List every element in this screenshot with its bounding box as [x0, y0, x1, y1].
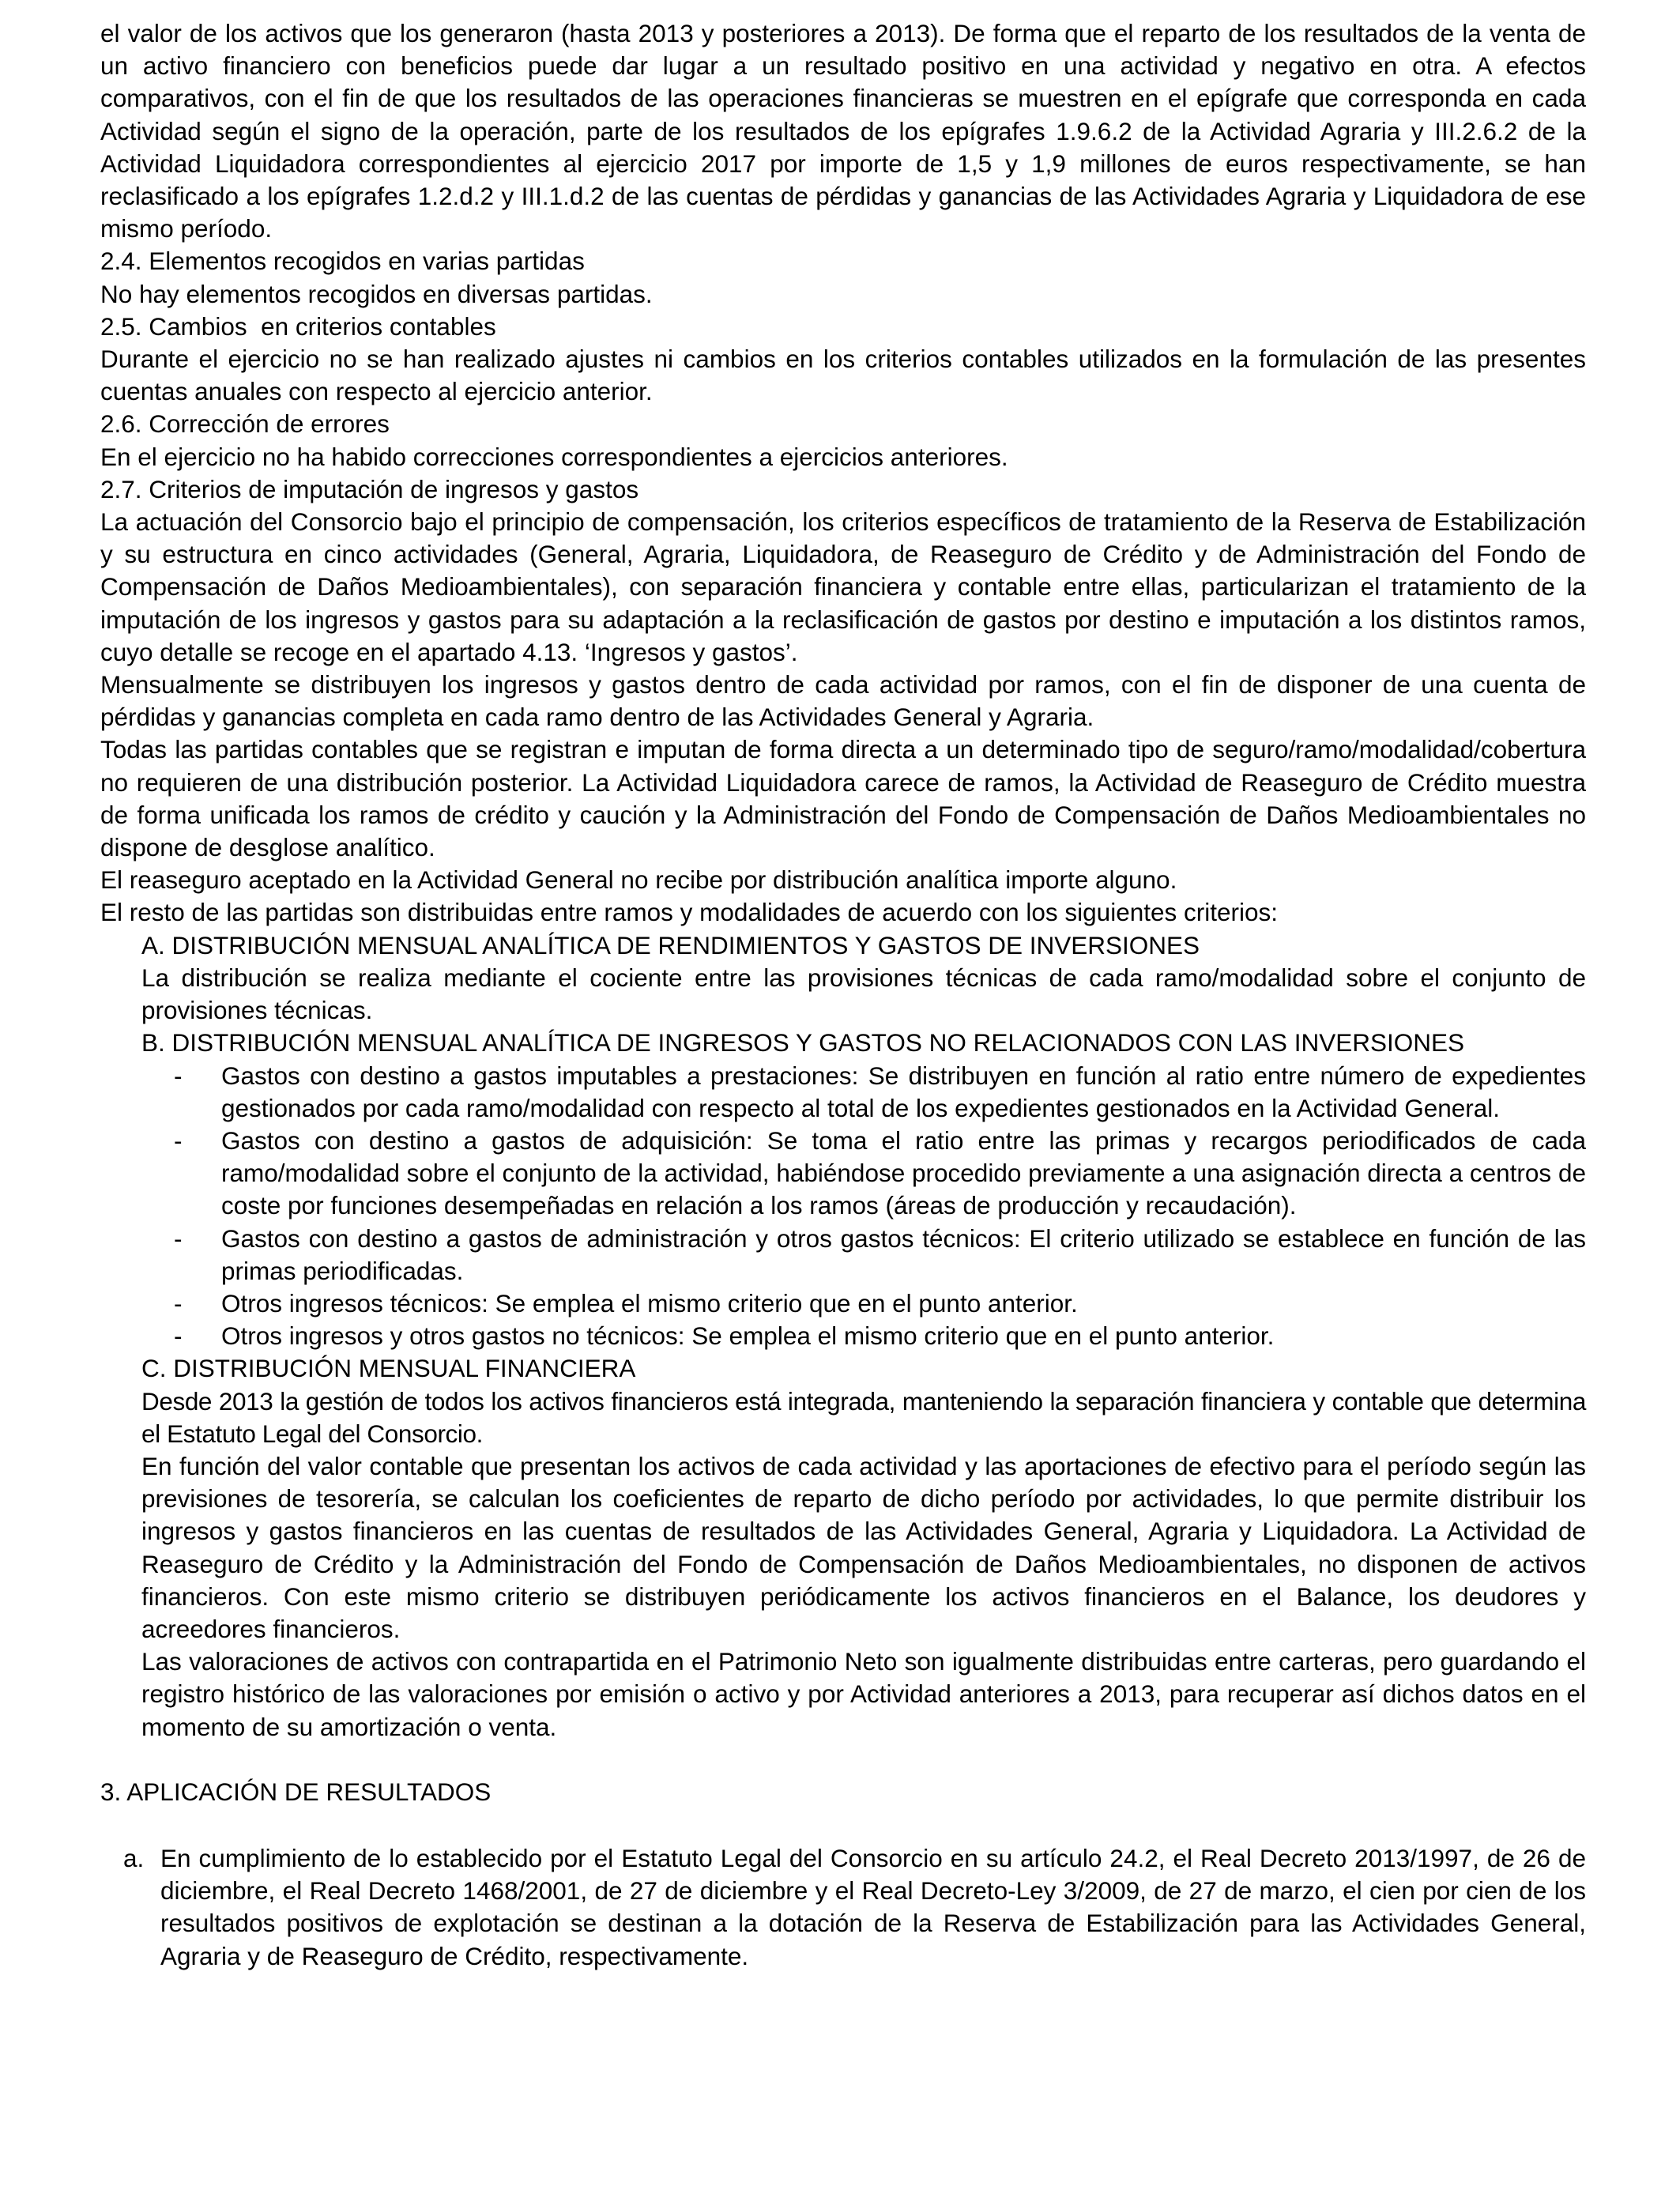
heading-3: 3. APLICACIÓN DE RESULTADOS [100, 1777, 492, 1806]
heading-2-6: 2.6. Corrección de errores [100, 409, 390, 439]
list-item [174, 1320, 1586, 1352]
paragraph-section-c-3: Las valoraciones de activos con contrapartida en el Patrimonio Neto son igualmente distribuidas entre carteras, pero guardando el registro histórico de las valoraciones por emisión o activo y por Actividad anteriores a 2013, para recuperar así dichos datos en el momento de su amortización o venta. [141, 1647, 1586, 1741]
paragraph-2-4: No hay elementos recogidos en diversas partidas. [100, 279, 653, 308]
paragraph-section-a: La distribución se realiza mediante el cociente entre las provisiones técnicas de cada ramo/modalidad sobre el conjunto de provisiones técnicas. [141, 963, 1586, 1025]
bullet-text: Otros ingresos técnicos: Se emplea el mismo criterio que en el punto anterior. [221, 1288, 1078, 1318]
list-item [174, 1287, 1586, 1320]
bullet-marker: - [174, 1288, 183, 1318]
item-text: En cumplimiento de lo establecido por el Estatuto Legal del Consorcio en su artículo 24.2, el Real Decreto 2013/1997, de 26 de diciembre, el Real Decreto 1468/2001, de 27 de diciembre y el Real Decreto-Ley 3/2009, de 27 de marzo, el cien por cien de los resultados positivos de explotación se destinan a la dotación de la Reserva de Estabilización para las Actividades General, Agraria y de Reaseguro de Crédito, respectivamente. [160, 1843, 1586, 1970]
bullet-list-b [100, 1060, 1586, 1353]
heading-section-a: A. DISTRIBUCIÓN MENSUAL ANALÍTICA DE RENDIMIENTOS Y GASTOS DE INVERSIONES [141, 930, 1200, 959]
bullet-text: Gastos con destino a gastos de adquisición: Se toma el ratio entre las primas y recargos periodificados de cada ramo/modalidad sobre el conjunto de la actividad, habiéndose procedido previamente a una asignación directa a centros de coste por funciones desempeñadas en relación a los ramos (áreas de producción y recaudación). [221, 1125, 1586, 1220]
paragraph-2-7-d: El reaseguro aceptado en la Actividad General no recibe por distribución analítica importe alguno. [100, 865, 1177, 895]
paragraph-2-7-b: Mensualmente se distribuyen los ingresos y gastos dentro de cada actividad por ramos, con el fin de disponer de una cuenta de pérdidas y ganancias completa en cada ramo dentro de las Actividades General y Agraria. [100, 670, 1586, 732]
list-item [174, 1060, 1586, 1125]
list-item [174, 1125, 1586, 1223]
paragraph-section-c-1: Desde 2013 la gestión de todos los activos financieros está integrada, manteniendo la separación financiera y contable que determina el Estatuto Legal del Consorcio. [141, 1386, 1586, 1448]
bullet-marker: - [174, 1223, 183, 1253]
paragraph-intro: el valor de los activos que los generaron (hasta 2013 y posteriores a 2013). De forma que el reparto de los resultados de la venta de un activo financiero con beneficios puede dar lugar a un resultado positivo en una actividad y negativo en otra. A efectos comparativos, con el fin de que los resultados de las operaciones financieras se muestren en el epígrafe que corresponda en cada Actividad según el signo de la operación, parte de los resultados de los epígrafes 1.9.6.2 de la Actividad Agraria y III.2.6.2 de la Actividad Liquidadora correspondientes al ejercicio 2017 por importe de 1,5 y 1,9 millones de euros respectivamente, se han reclasificado a los epígrafes 1.2.d.2 y III.1.d.2 de las cuentas de pérdidas y ganancias de las Actividades Agraria y Liquidadora de ese mismo período. [100, 19, 1586, 243]
item-marker: a. [123, 1843, 145, 1872]
bullet-marker: - [174, 1125, 183, 1155]
heading-section-b: B. DISTRIBUCIÓN MENSUAL ANALÍTICA DE INGRESOS Y GASTOS NO RELACIONADOS CON LAS INVERSIONES [141, 1028, 1464, 1057]
paragraph-2-6: En el ejercicio no ha habido correcciones correspondientes a ejercicios anteriores. [100, 442, 1008, 471]
paragraph-2-7-c: Todas las partidas contables que se registran e imputan de forma directa a un determinado tipo de seguro/ramo/modalidad/cobertura no requieren de una distribución posterior. La Actividad Liquidadora carece de ramos, la Actividad de Reaseguro de Crédito muestra de forma unificada los ramos de crédito y caución y la Administración del Fondo de Compensación de Daños Medioambientales no dispone de desglose analítico. [100, 735, 1586, 862]
heading-section-c: C. DISTRIBUCIÓN MENSUAL FINANCIERA [141, 1354, 636, 1383]
heading-2-5: 2.5. Cambios en criterios contables [100, 311, 496, 341]
document-page [100, 17, 1586, 1973]
heading-2-4: 2.4. Elementos recogidos en varias partidas [100, 247, 585, 276]
bullet-text: Otros ingresos y otros gastos no técnicos: Se emplea el mismo criterio que en el punto anterior. [221, 1321, 1275, 1351]
list-item [174, 1223, 1586, 1287]
paragraph-2-7-a: La actuación del Consorcio bajo el principio de compensación, los criterios específicos de tratamiento de la Reserva de Estabilización y su estructura en cinco actividades (General, Agraria, Liquidadora, de Reaseguro de Crédito y de Administración del Fondo de Compensación de Daños Medioambientales), con separación financiera y contable entre ellas, particularizan el tratamiento de la imputación de los ingresos y gastos para su adaptación a la reclasificación de gastos por destino e imputación a los distintos ramos, cuyo detalle se recoge en el apartado 4.13. ‘Ingresos y gastos’. [100, 507, 1586, 666]
paragraph-section-c-2: En función del valor contable que presentan los activos de cada actividad y las aportaciones de efectivo para el período según las previsiones de tesorería, se calculan los coeficientes de reparto de dicho período por actividades, lo que permite distribuir los ingresos y gastos financieros en las cuentas de resultados de las Actividades General, Agraria y Liquidadora. La Actividad de Reaseguro de Crédito y la Administración del Fondo de Compensación de Daños Medioambientales, no disponen de activos financieros. Con este mismo criterio se distribuyen periódicamente los activos financieros en el Balance, los deudores y acreedores financieros. [141, 1451, 1586, 1643]
heading-2-7: 2.7. Criterios de imputación de ingresos y gastos [100, 474, 639, 503]
bullet-text: Gastos con destino a gastos de administración y otros gastos técnicos: El criterio utilizado se establece en función de las primas periodificadas. [221, 1223, 1586, 1285]
bullet-marker: - [174, 1321, 183, 1351]
paragraph-2-7-e: El resto de las partidas son distribuidas entre ramos y modalidades de acuerdo con los siguientes criterios: [100, 898, 1279, 927]
paragraph-2-5: Durante el ejercicio no se han realizado ajustes ni cambios en los criterios contables utilizados en la formulación de las presentes cuentas anuales con respecto al ejercicio anterior. [100, 345, 1586, 406]
bullet-text: Gastos con destino a gastos imputables a prestaciones: Se distribuyen en función al ratio entre número de expedientes gestionados por cada ramo/modalidad con respecto al total de los expedientes gestionados en la Actividad General. [221, 1061, 1586, 1122]
bullet-marker: - [174, 1061, 183, 1090]
numbered-item-a [123, 1842, 1586, 1973]
